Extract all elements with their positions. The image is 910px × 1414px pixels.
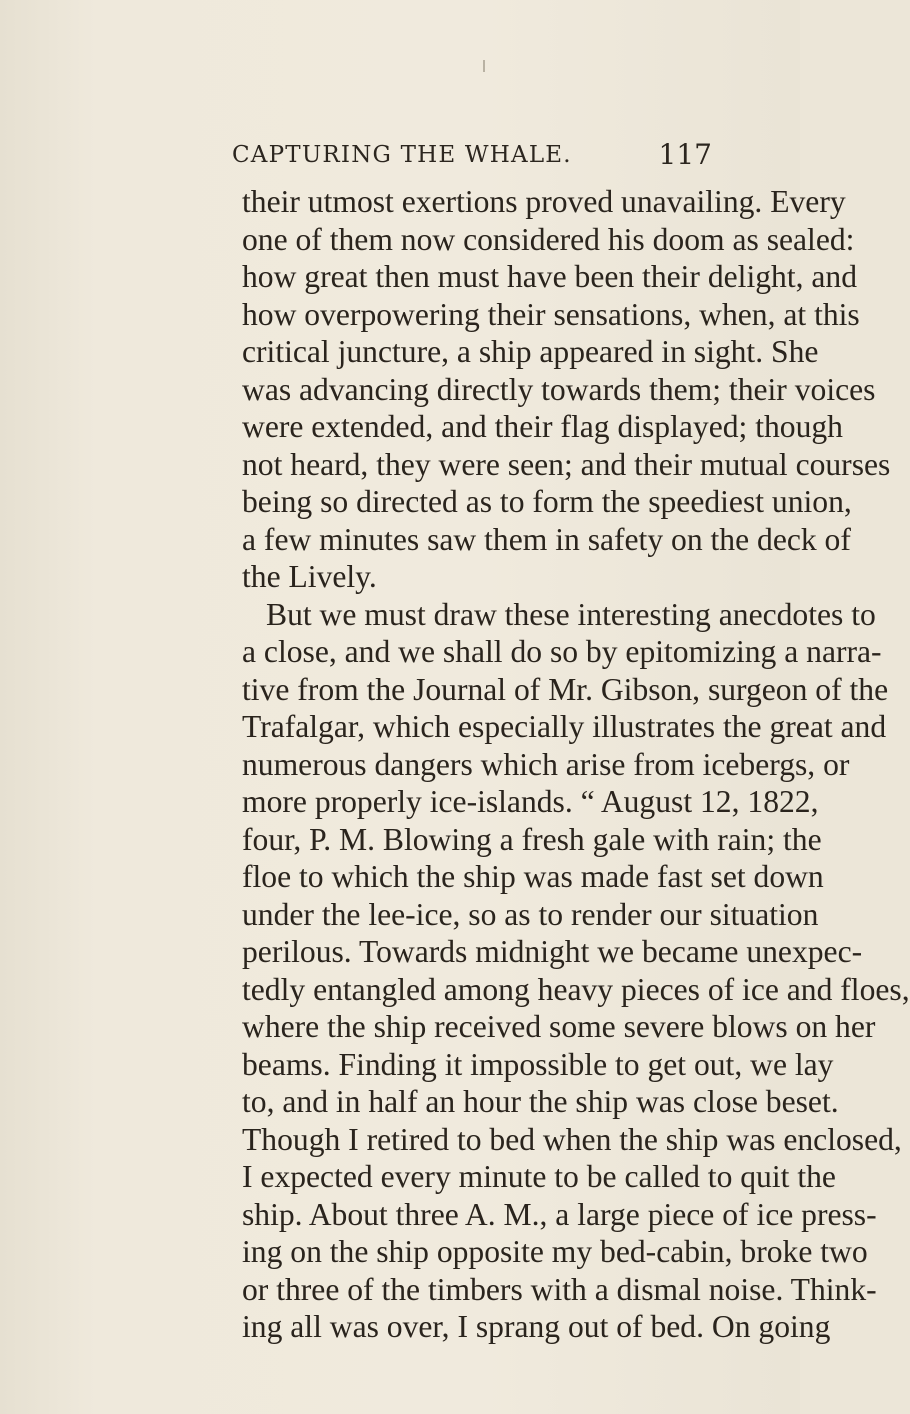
text-line: how overpowering their sensations, when, at this: [242, 296, 860, 332]
text-line: critical juncture, a ship appeared in sight. She: [242, 334, 819, 369]
text-line: numerous dangers which arise from icebergs, or: [242, 746, 850, 782]
text-line: ing all was over, I sprang out of bed. On going: [242, 1309, 831, 1344]
text-line: a close, and we shall do so by epitomizing a narra-: [242, 634, 882, 669]
text-line: to, and in half an hour the ship was close beset.: [242, 1084, 839, 1119]
text-line: beams. Finding it impossible to get out, we lay: [242, 1046, 834, 1082]
text-line: tedly entangled among heavy pieces of ice and floes,: [242, 971, 910, 1007]
text-line: their utmost exertions proved unavailing. Every: [242, 184, 846, 219]
paper-blemish: [483, 60, 485, 72]
text-line: how great then must have been their delight, and: [242, 259, 858, 294]
text-line: one of them now considered his doom as sealed:: [242, 221, 855, 257]
text-line: ship. About three A. M., a large piece of ice press-: [242, 1196, 877, 1232]
page-number: 117: [658, 138, 712, 171]
text-line: Trafalgar, which especially illustrates the great and: [242, 709, 887, 744]
text-line: tive from the Journal of Mr. Gibson, surgeon of the: [242, 671, 889, 707]
running-title: CAPTURING THE WHALE.: [232, 142, 572, 168]
page-header: [232, 138, 712, 178]
text-line: not heard, they were seen; and their mutual courses: [242, 446, 891, 482]
text-line: being so directed as to form the speediest union,: [242, 484, 852, 519]
text-line: or three of the timbers with a dismal noise. Think-: [242, 1271, 877, 1307]
text-line: perilous. Towards midnight we became unexpec-: [242, 934, 863, 969]
text-line: was advancing directly towards them; their voices: [242, 371, 876, 407]
text-line: four, P. M. Blowing a fresh gale with rain; the: [242, 821, 822, 857]
paragraph-start-line: But we must draw these interesting anecdotes to: [266, 596, 876, 632]
text-line: a few minutes saw them in safety on the deck of: [242, 521, 851, 557]
text-line: ing on the ship opposite my bed-cabin, broke two: [242, 1234, 868, 1269]
text-line: were extended, and their flag displayed; though: [242, 409, 843, 444]
text-line: the Lively.: [242, 559, 377, 594]
text-line: Though I retired to bed when the ship was enclosed,: [242, 1121, 902, 1157]
text-line: under the lee-ice, so as to render our situation: [242, 896, 819, 932]
text-line: where the ship received some severe blows on her: [242, 1009, 876, 1044]
text-line: I expected every minute to be called to quit the: [242, 1159, 836, 1194]
text-line: more properly ice-islands. “ August 12, 1822,: [242, 784, 819, 819]
body-text: [242, 183, 910, 1346]
text-line: floe to which the ship was made fast set down: [242, 859, 824, 894]
